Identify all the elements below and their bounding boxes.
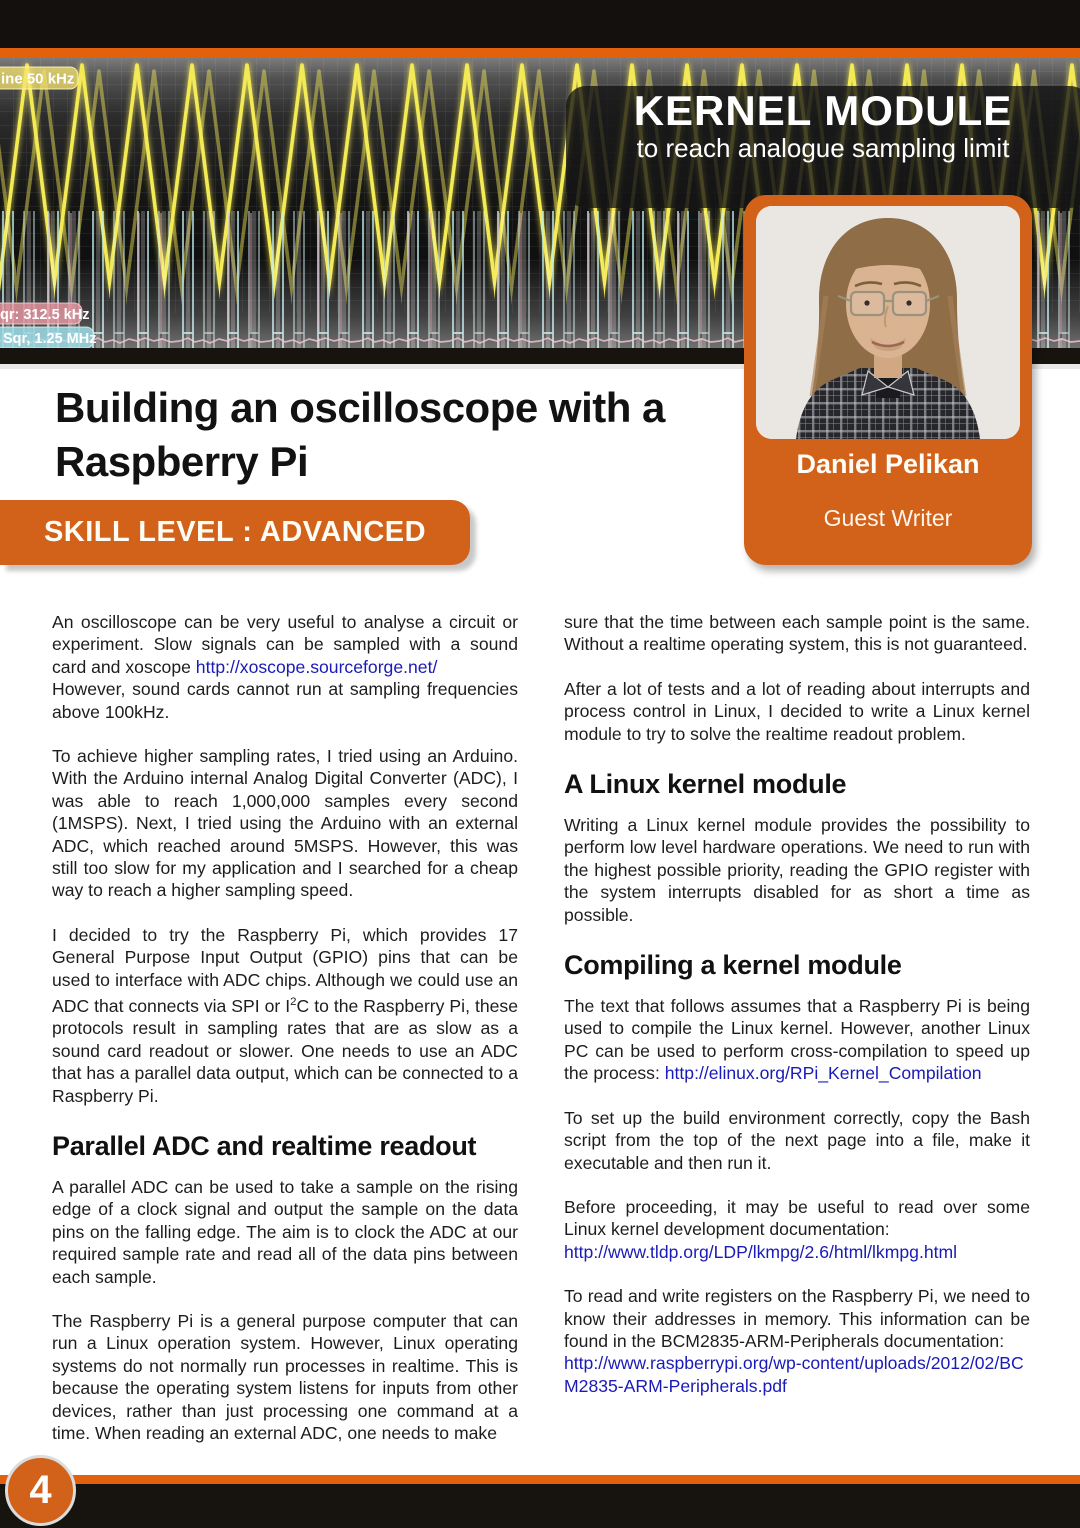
- section-heading-linux-kernel-module: A Linux kernel module: [564, 769, 847, 800]
- top-black-bar: [0, 0, 1080, 48]
- superscript-2: 2: [290, 996, 297, 1009]
- paragraph-text: To achieve higher sampling rates, I tried using an Arduino. With the Arduino internal Analog Digital Converter (ADC), I was able to reach 1,000,000 samples every second (1MSPS). Next, I tried using the Arduino with an external ADC, which reached around 5MSPS. However, this was still too slow for my application and I searched for a cheap way to reach a higher sampling speed.: [52, 746, 518, 901]
- scope-label-square-cyan: [0, 327, 96, 348]
- scope-label-sine: [0, 67, 78, 89]
- scope-label-square-pink-text: qr: 312.5 kHz: [0, 307, 90, 323]
- link-bcm2835-peripherals-pdf[interactable]: http://www.raspberrypi.org/wp-content/uploads/2012/02/BCM2835-ARM-Peripherals.pdf: [564, 1353, 1024, 1396]
- paragraph: [564, 1196, 1030, 1263]
- paragraph: [52, 1176, 518, 1288]
- article-title: [55, 381, 755, 489]
- paragraph-text: To read and write registers on the Raspberry Pi, we need to know their addresses in memory. This information can be found in the BCM2835-ARM-Peripherals documentation:: [564, 1286, 1030, 1351]
- section-heading-compiling-kernel-module: Compiling a kernel module: [564, 950, 902, 981]
- paragraph-text: After a lot of tests and a lot of reading about interrupts and process control in Linux, I decided to write a Linux kernel module to try to solve the realtime readout problem.: [564, 678, 1030, 744]
- paragraph-text: Writing a Linux kernel module provides the possibility to perform low level hardware operations. We need to run with the highest possible priority, reading the GPIO register with the system interrupts disabled for as short a time as possible.: [564, 815, 1030, 925]
- author-portrait: [756, 206, 1020, 439]
- paragraph: [52, 611, 518, 723]
- bottom-black-bar: [0, 1484, 1080, 1528]
- paragraph: [564, 995, 1030, 1085]
- top-orange-stripe: [0, 48, 1080, 58]
- column-left: [52, 611, 518, 1466]
- author-role: Guest Writer: [823, 505, 953, 531]
- scope-label-square-pink: [0, 303, 89, 324]
- paragraph: [52, 924, 518, 1107]
- paragraph: [52, 745, 518, 902]
- paragraph: [52, 1310, 518, 1444]
- article-title-line1: Building an oscilloscope with a: [55, 384, 665, 431]
- author-card: [744, 195, 1032, 565]
- kicker-panel: [566, 86, 1080, 208]
- scope-label-sine-text: ine 50 kHz: [1, 70, 75, 88]
- link-tldp-lkmpg[interactable]: http://www.tldp.org/LDP/lkmpg/2.6/html/lkmpg.html: [564, 1241, 958, 1262]
- paragraph-text: The Raspberry Pi is a general purpose computer that can run a Linux operation system. However, Linux operating systems do not normally run processes in realtime. This is because the operating system listens for inputs from other devices, rather than just processing one command at a time. When reading an external ADC, one needs to make: [52, 1311, 518, 1444]
- paragraph-text: C to the Raspberry Pi, these protocols result in sampling rates that are as slow as a sound card readout or slower. One needs to use an ADC that has a parallel data output, which can be connected to a Raspberry Pi.: [52, 995, 518, 1106]
- paragraph-text: However, sound cards cannot run at sampling frequencies above 100kHz.: [52, 679, 518, 722]
- paragraph-text: An oscilloscope can be very useful to analyse a circuit or experiment. Slow signals can be sampled with a sound card and xoscope: [52, 612, 518, 677]
- paragraph-text: I decided to try the Raspberry Pi, which provides 17 General Purpose Input Output (GPIO) pins that can be used to interface with ADC chips. Although we could use an ADC that connects via SPI or I: [52, 924, 518, 1016]
- paragraph: [564, 1285, 1030, 1397]
- paragraph: [564, 611, 1030, 656]
- bottom-orange-stripe: [0, 1475, 1080, 1484]
- page-number-badge: 4: [5, 1455, 76, 1526]
- link-xoscope[interactable]: http://xoscope.sourceforge.net/: [195, 656, 438, 677]
- column-right: [564, 611, 1030, 1419]
- skill-level-badge: SKILL LEVEL : ADVANCED: [0, 500, 470, 565]
- link-elinux-kernel-compilation[interactable]: http://elinux.org/RPi_Kernel_Compilation: [664, 1063, 982, 1084]
- kicker-title: KERNEL MODULE: [633, 87, 1013, 134]
- paragraph-text: sure that the time between each sample point is the same. Without a realtime operating system, this is not guaranteed.: [564, 612, 1030, 655]
- paragraph-text: A parallel ADC can be used to take a sample on the rising edge of a clock signal and output the sample on the data pins on the falling edge. The aim is to clock the ADC at our required sample rate and read all of the data pins between each sample.: [52, 1176, 518, 1287]
- kicker-subtitle: to reach analogue sampling limit: [636, 133, 1010, 163]
- author-name: Daniel Pelikan: [796, 449, 980, 479]
- paragraph-text: The text that follows assumes that a Raspberry Pi is being used to compile the Linux kernel. However, another Linux PC can be used to perform cross-compilation to speed up the process:: [564, 996, 1030, 1084]
- scope-label-square-cyan-text: Sqr, 1.25 MHz: [3, 331, 97, 347]
- author-photo: [756, 206, 1020, 439]
- paragraph: [564, 678, 1030, 745]
- paragraph-text: Before proceeding, it may be useful to read over some Linux kernel development documentation:: [564, 1196, 1030, 1240]
- paragraph-text: To set up the build environment correctly, copy the Bash script from the top of the next page into a file, make it executable and then run it.: [564, 1107, 1030, 1173]
- article-title-line2: Raspberry Pi: [55, 438, 309, 485]
- paragraph: [564, 814, 1030, 926]
- section-heading-parallel-adc: Parallel ADC and realtime readout: [52, 1130, 477, 1161]
- paragraph: [564, 1107, 1030, 1174]
